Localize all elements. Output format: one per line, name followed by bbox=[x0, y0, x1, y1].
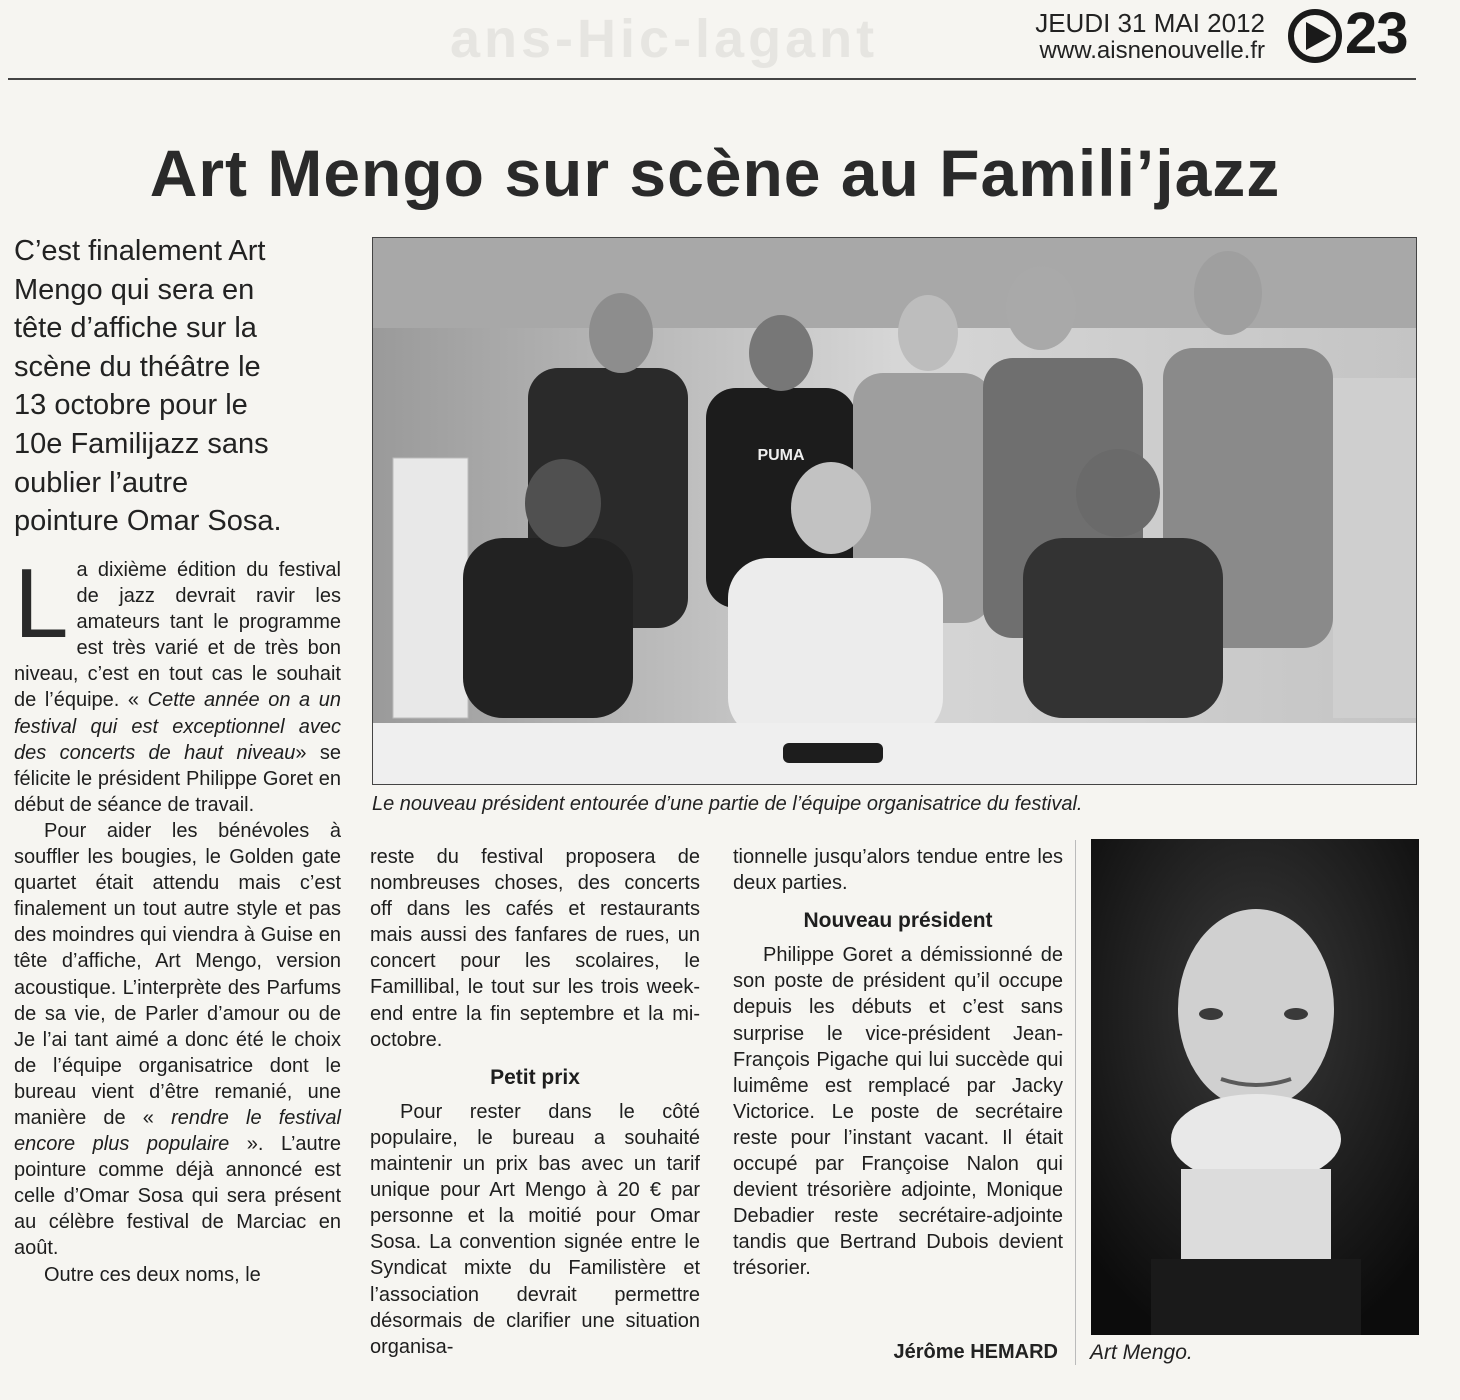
header-date: JEUDI 31 MAI 2012 bbox=[1035, 8, 1265, 38]
paragraph: reste du festival proposera de nombreuses choses, des concerts off dans les cafés et restaurants mais aussi des fanfares de rues, un concert pour les scolaires, le Famillibal, le tout sur les trois week-end entre la fin septembre et la mi-octobre. bbox=[370, 846, 700, 1051]
group-photo-illustration bbox=[373, 238, 1417, 785]
paragraph bbox=[14, 818, 341, 1262]
text-run: Pour aider les bénévoles à souffler les bougies, le Golden gate quartet était attendu mais c’est finalement un tout autre style et pas des moindres qui viendra à Guise en tête d’affiche, Art Mengo, version acoustique. L’interprète des Parfums de sa vie, de Parler d’amour ou de Je l’ai tant aimé a donc été le choix de l’équipe organisatrice dont le bureau vient d’être remanié, une manière de « bbox=[14, 819, 341, 1129]
shirt-logo-text: PUMA bbox=[757, 447, 805, 464]
quote: rendre le festival encore plus populaire bbox=[14, 1106, 341, 1156]
article-title: Art Mengo sur scène au Famili’jazz bbox=[149, 136, 1281, 210]
article-column-2 bbox=[370, 844, 700, 1360]
paragraph: Philippe Goret a démissionné de son poste de président qu’il occupe depuis les débuts et c’est sans surprise le vice-président Jean-François Pigache qui lui succède qui luimême est remplacé par Jacky Victorice. Le poste de secrétaire reste pour l’instant vacant. Il était occupé par Françoise Nalon qui devient trésorière adjointe, Monique Debadier reste secrétaire-adjointe tandis que Bertrand Dubois devient trésorier. bbox=[733, 944, 1063, 1280]
column-divider bbox=[1075, 840, 1076, 1365]
article-column-3 bbox=[733, 844, 1063, 1282]
lead-line: 10e Familijazz sans bbox=[14, 427, 269, 460]
paragraph: tionnelle jusqu’alors tendue entre les deux parties. bbox=[733, 846, 1063, 895]
subheading: Petit prix bbox=[490, 1065, 580, 1089]
ghost-bleed-text: ans-Hic-lagant bbox=[450, 9, 879, 69]
quote: Cette année on a un festival qui est exceptionnel avec des concerts de haut niveau bbox=[14, 689, 341, 764]
drop-cap: L bbox=[14, 548, 69, 658]
group-photo-caption: Le nouveau président entourée d’une partie de l’équipe organisatrice du festival. bbox=[372, 793, 1083, 815]
lead-line: pointure Omar Sosa. bbox=[14, 505, 282, 538]
lead-line: C’est finalement Art bbox=[14, 235, 266, 267]
text-run: a dixième édition du festival de jazz devrait ravir les amateurs tant le programme est très varié et de très bon niveau, c’est en tout cas le souhait de l’équipe. « bbox=[14, 559, 341, 712]
header-url[interactable]: www.aisnenouvelle.fr bbox=[1039, 37, 1265, 64]
portrait-photo bbox=[1091, 839, 1419, 1335]
paragraph-intro bbox=[14, 548, 341, 818]
lead-line: tête d’affiche sur la bbox=[14, 312, 257, 345]
portrait-illustration bbox=[1091, 839, 1419, 1335]
text-run: ». L’autre pointure comme déjà annoncé est celle d’Omar Sosa qui sera présent au célèbre festival de Marciac en août. bbox=[14, 1133, 341, 1260]
portrait-caption: Art Mengo. bbox=[1090, 1341, 1193, 1364]
article-lead bbox=[14, 232, 344, 541]
group-photo bbox=[372, 237, 1417, 785]
paragraph: Pour rester dans le côté populaire, le bureau a souhaité maintenir un prix bas avec un tarif unique pour Art Mengo à 20 € par personne et la moitié pour Omar Sosa. La convention signée entre le Syndicat mixte du Familistère et l’association devrait permettre désormais de clarifier une situation organisa- bbox=[370, 1100, 700, 1358]
page-number: 23 bbox=[1345, 1, 1408, 66]
lead-line: 13 octobre pour le bbox=[14, 389, 248, 422]
lead-line: oublier l’autre bbox=[14, 466, 189, 499]
paragraph: Outre ces deux noms, le bbox=[44, 1263, 261, 1286]
text-run: » se félicite le président Philippe Goret en début de séance de travail. bbox=[14, 741, 341, 816]
play-logo-icon bbox=[1287, 8, 1343, 64]
header-rule bbox=[8, 78, 1416, 80]
subheading: Nouveau président bbox=[803, 909, 993, 933]
lead-line: Mengo qui sera en bbox=[14, 273, 255, 306]
article-column-1 bbox=[14, 548, 341, 1288]
author-signature: Jérôme HEMARD bbox=[893, 1341, 1058, 1363]
lead-line: scène du théâtre le bbox=[14, 350, 261, 383]
